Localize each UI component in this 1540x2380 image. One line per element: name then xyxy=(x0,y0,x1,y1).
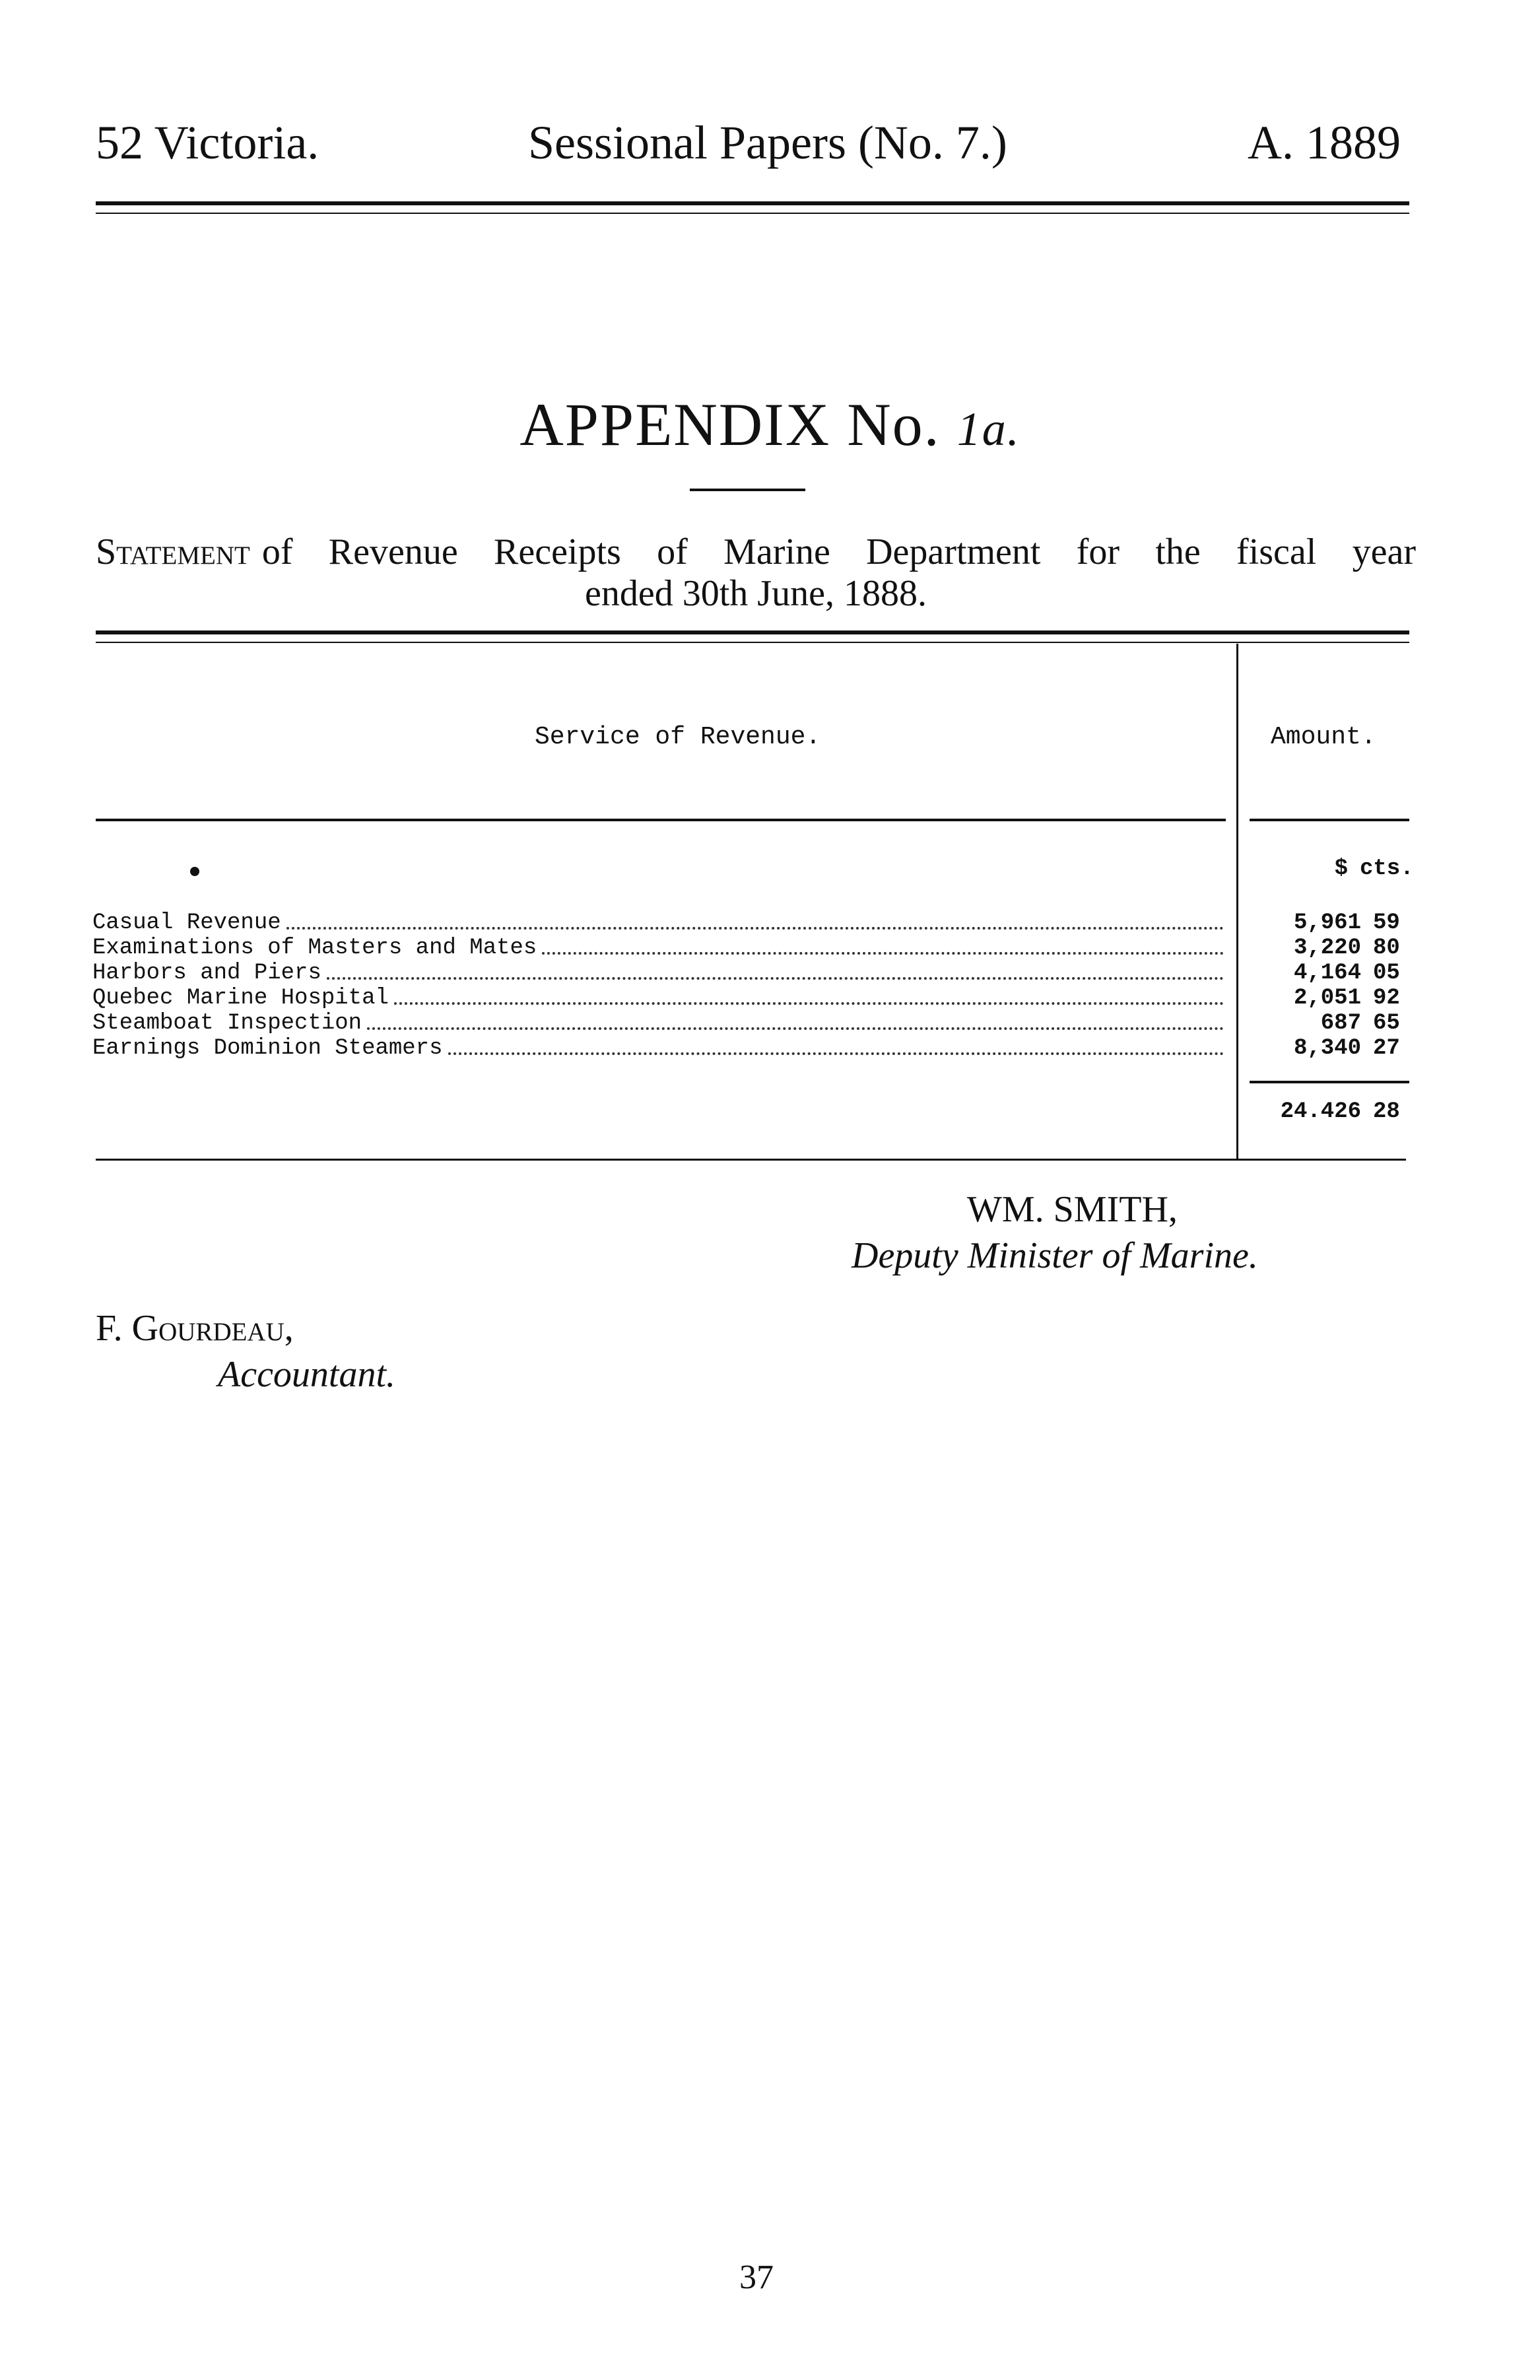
amount-cents: 27 xyxy=(1373,1036,1400,1061)
statement-line1: of Revenue Receipts of Marine Department for the fiscal year xyxy=(261,531,1416,572)
header-rule-thin xyxy=(96,213,1409,214)
amount-cents: 65 xyxy=(1373,1011,1400,1036)
currency-header xyxy=(1241,856,1414,881)
dot-leader xyxy=(542,952,1224,955)
dot-leader xyxy=(327,977,1224,980)
dot-leader xyxy=(394,1002,1224,1005)
header-separator-left xyxy=(96,819,1226,821)
service-label: Steamboat Inspection xyxy=(92,1011,362,1036)
minister-title: Deputy Minister of Marine. xyxy=(852,1235,1258,1276)
appendix-number: 1a. xyxy=(956,403,1021,456)
total-cents: 28 xyxy=(1373,1099,1400,1124)
currency-cents: cts. xyxy=(1360,856,1414,881)
amount-dollars: 4,164 xyxy=(1293,961,1361,986)
page-number: 37 xyxy=(739,2259,774,2296)
bullet-mark xyxy=(190,867,199,876)
amount-cents: 59 xyxy=(1373,910,1400,935)
table-top-rule-thin xyxy=(96,642,1409,643)
service-column-header: Service of Revenue. xyxy=(535,723,821,751)
table-top-rule-thick xyxy=(96,630,1409,634)
column-divider xyxy=(1236,644,1238,1159)
amount-cell xyxy=(1241,935,1406,961)
amount-dollars: 3,220 xyxy=(1293,935,1361,961)
accountant-title: Accountant. xyxy=(218,1354,396,1395)
amount-column-header: Amount. xyxy=(1271,723,1376,751)
amount-dollars: 2,051 xyxy=(1293,986,1361,1011)
amount-cents: 80 xyxy=(1373,935,1400,961)
header-right: A. 1889 xyxy=(1248,116,1401,169)
total-rule xyxy=(1250,1081,1409,1083)
statement-heading xyxy=(96,531,1416,614)
service-label: Examinations of Masters and Mates xyxy=(92,935,537,961)
statement-line2: ended 30th June, 1888. xyxy=(585,572,927,614)
table-row xyxy=(92,1036,1228,1061)
dot-leader xyxy=(367,1027,1224,1030)
amount-dollars: 687 xyxy=(1320,1011,1361,1036)
table-row xyxy=(92,986,1228,1011)
total-dollars: 24.426 xyxy=(1280,1099,1361,1124)
table-bottom-rule xyxy=(96,1159,1406,1161)
appendix-title-text: APPENDIX No. xyxy=(519,391,941,458)
header-center: Sessional Papers (No. 7.) xyxy=(528,116,1007,169)
service-label: Casual Revenue xyxy=(92,910,281,935)
table-row xyxy=(92,910,1228,935)
amount-cell xyxy=(1241,910,1406,935)
dot-leader xyxy=(448,1052,1224,1055)
dot-leader xyxy=(286,927,1224,930)
accountant-name: F. Gourdeau, xyxy=(96,1308,294,1349)
header-rule-thick xyxy=(96,201,1409,205)
total-amount xyxy=(1241,1099,1406,1124)
statement-lead: Statement xyxy=(96,531,250,572)
amount-cell xyxy=(1241,1011,1406,1036)
amount-cents: 05 xyxy=(1373,961,1400,986)
minister-name: WM. SMITH, xyxy=(967,1189,1178,1230)
table-row xyxy=(92,935,1228,961)
service-label: Earnings Dominion Steamers xyxy=(92,1036,443,1061)
table-row xyxy=(92,1011,1228,1036)
header-separator-right xyxy=(1250,819,1409,821)
amount-dollars: 5,961 xyxy=(1293,910,1361,935)
appendix-title xyxy=(0,390,1540,459)
currency-dollar: $ xyxy=(1334,856,1348,881)
amount-cell xyxy=(1241,961,1406,986)
table-row xyxy=(92,961,1228,986)
amount-cell xyxy=(1241,1036,1406,1061)
appendix-underline xyxy=(690,489,805,491)
header-left: 52 Victoria. xyxy=(96,116,319,169)
service-label: Quebec Marine Hospital xyxy=(92,986,389,1011)
service-label: Harbors and Piers xyxy=(92,961,321,986)
amount-cents: 92 xyxy=(1373,986,1400,1011)
amount-cell xyxy=(1241,986,1406,1011)
amount-dollars: 8,340 xyxy=(1293,1036,1361,1061)
